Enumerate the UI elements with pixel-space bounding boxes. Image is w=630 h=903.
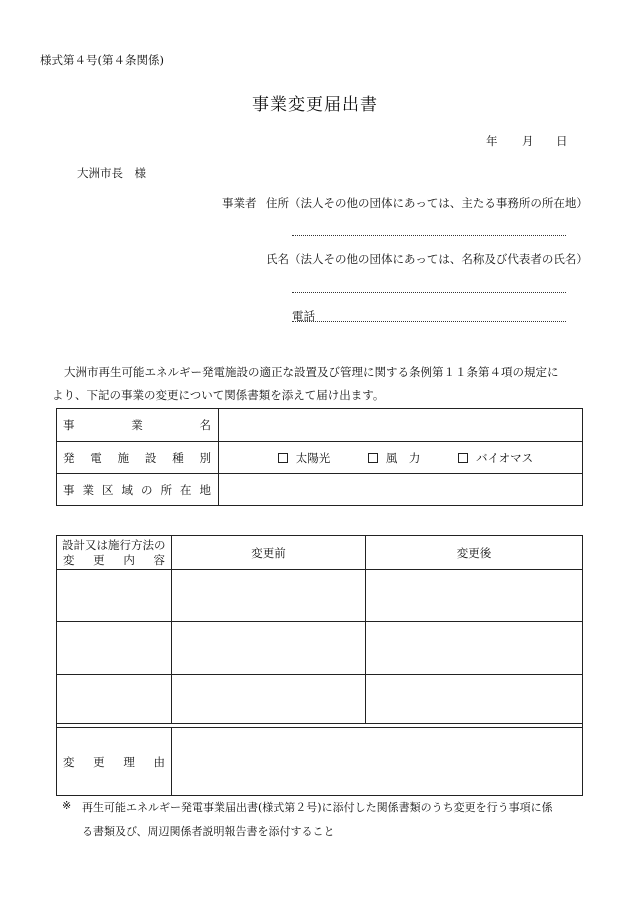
declaration-line: より、下記の事業の変更について関係書類を添えて届け出ます。 <box>52 388 385 402</box>
business-name-cell[interactable] <box>219 409 583 442</box>
before-change-header: 変更前 <box>172 536 366 570</box>
date-month-label: 月 <box>522 134 534 148</box>
phone-label: 電話 <box>292 309 315 323</box>
note-line-1: 再生可能エネルギー発電事業届出書(様式第２号)に添付した関係書類のうち変更を行う事項に係 <box>82 801 553 814</box>
business-name-header: 事 業 名 <box>57 409 219 442</box>
after-change-cell[interactable] <box>366 675 583 724</box>
change-table <box>56 535 583 796</box>
note-line-2: る書類及び、周辺関係者説明報告書を添付すること <box>82 825 335 838</box>
facility-type-cell <box>219 442 583 474</box>
name-line[interactable] <box>292 292 566 293</box>
biomass-option[interactable]: バイオマス <box>458 450 533 466</box>
before-change-cell[interactable] <box>172 675 366 724</box>
addressee: 大洲市長 様 <box>77 166 146 180</box>
date-day-label: 日 <box>556 134 568 148</box>
solar-checkbox[interactable] <box>278 453 288 463</box>
declaration-line: 大洲市再生可能エネルギー発電施設の適正な設置及び管理に関する条例第１１条第４項の規定に <box>64 365 559 379</box>
after-change-header: 変更後 <box>366 536 583 570</box>
after-change-cell[interactable] <box>366 570 583 622</box>
phone-line[interactable] <box>292 321 566 322</box>
business-table <box>56 408 583 506</box>
address-label: 住所（法人その他の団体にあっては、主たる事務所の所在地） <box>266 196 588 210</box>
solar-option[interactable]: 太陽光 <box>278 450 331 466</box>
change-reason-cell[interactable] <box>172 728 583 796</box>
location-cell[interactable] <box>219 474 583 506</box>
change-content-cell[interactable] <box>57 675 172 724</box>
wind-checkbox[interactable] <box>368 453 378 463</box>
change-content-cell[interactable] <box>57 570 172 622</box>
applicant-label: 事業者 <box>222 196 257 210</box>
before-change-cell[interactable] <box>172 622 366 675</box>
facility-type-header: 発 電 施 設 種 別 <box>57 442 219 474</box>
name-label: 氏名（法人その他の団体にあっては、名称及び代表者の氏名） <box>266 252 588 266</box>
change-content-header: 設計又は施行方法の 変 更 内 容 <box>57 536 172 570</box>
after-change-cell[interactable] <box>366 622 583 675</box>
document-title: 事業変更届出書 <box>252 95 378 115</box>
change-reason-header: 変 更 理 由 <box>57 728 172 796</box>
address-line[interactable] <box>292 235 566 236</box>
before-change-cell[interactable] <box>172 570 366 622</box>
form-number: 様式第４号(第４条関係) <box>40 53 164 67</box>
date-year-label: 年 <box>486 134 498 148</box>
declaration-text <box>52 361 592 407</box>
change-content-cell[interactable] <box>57 622 172 675</box>
biomass-checkbox[interactable] <box>458 453 468 463</box>
note-mark: ※ <box>62 799 72 812</box>
location-header: 事 業 区 域 の 所 在 地 <box>57 474 219 506</box>
wind-option[interactable]: 風 力 <box>368 450 421 466</box>
